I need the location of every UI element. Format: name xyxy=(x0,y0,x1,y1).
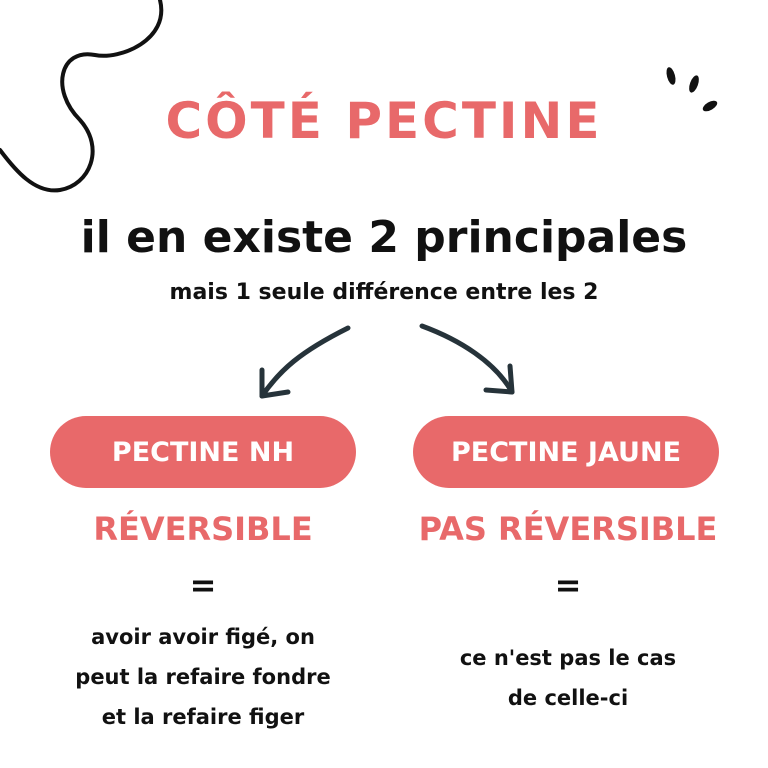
page-title: CÔTÉ PECTINE xyxy=(165,92,603,150)
headline: il en existe 2 principales xyxy=(80,212,688,263)
left-description xyxy=(30,617,376,737)
right-property: PAS RÉVERSIBLE xyxy=(418,510,718,548)
right-equals-sign: = xyxy=(554,566,582,604)
pectine-nh-badge: PECTINE NH xyxy=(50,416,356,488)
left-description-line: et la refaire figer xyxy=(101,705,305,729)
pectine-jaune-badge: PECTINE JAUNE xyxy=(413,416,719,488)
left-description-line: peut la refaire fondre xyxy=(75,665,331,689)
right-description-line: de celle-ci xyxy=(507,686,629,710)
left-equals-sign: = xyxy=(189,566,217,604)
subline: mais 1 seule différence entre les 2 xyxy=(169,280,599,305)
left-description-line: avoir avoir figé, on xyxy=(91,625,315,649)
right-description-line: ce n'est pas le cas xyxy=(459,646,677,670)
arrow-left-down-icon xyxy=(262,328,348,396)
left-property: RÉVERSIBLE xyxy=(93,510,313,548)
arrow-right-down-icon xyxy=(422,326,512,392)
right-description xyxy=(400,638,736,718)
